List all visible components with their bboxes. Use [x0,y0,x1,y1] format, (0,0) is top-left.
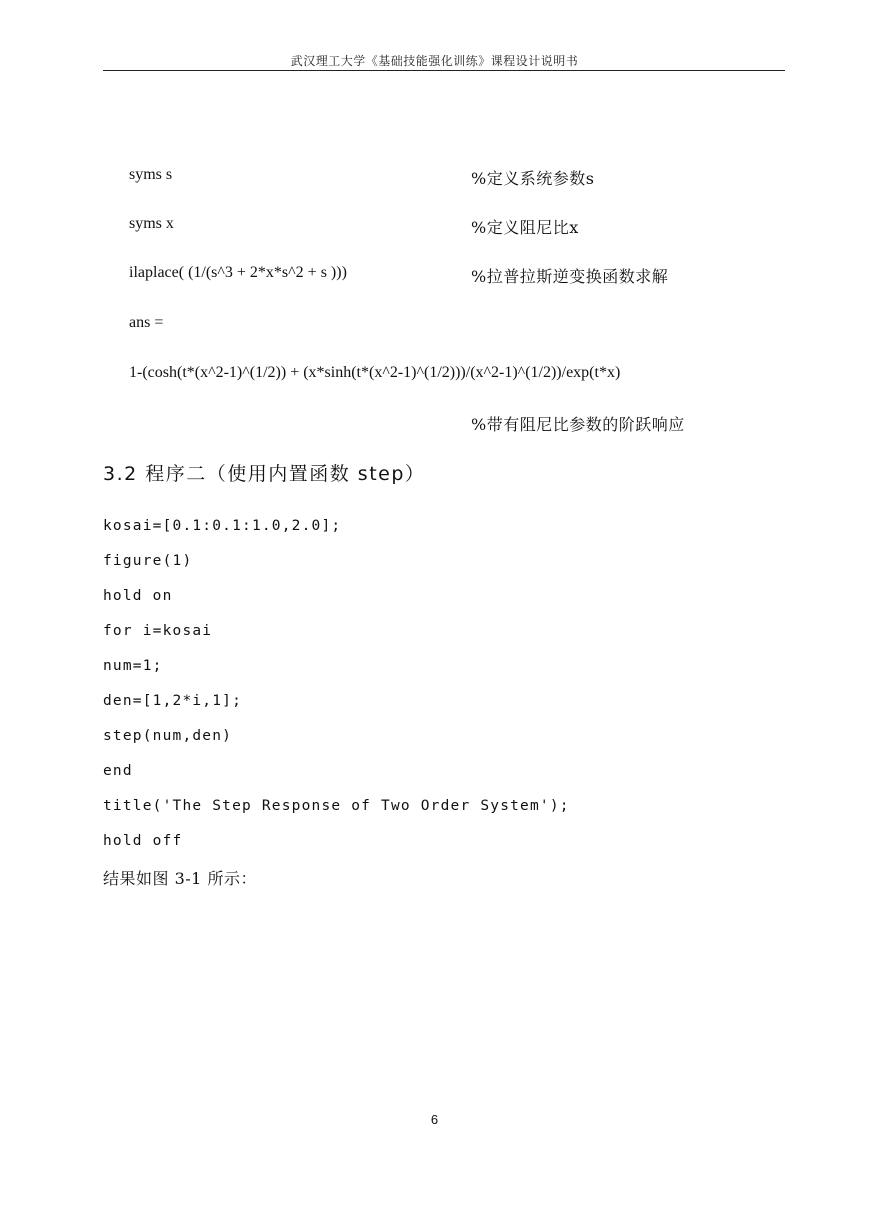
code-line: end [103,763,133,779]
comment-step-response: %带有阻尼比参数的阶跃响应 [471,415,685,434]
code-line: den=[1,2*i,1]; [103,693,243,709]
comment-syms-x: %定义阻尼比x [471,218,579,237]
section-heading: 3.2 程序二（使用内置函数 step） [103,463,426,485]
code-line-ilaplace: ilaplace( (1/(s^3 + 2*x*s^2 + s ))) [129,264,347,281]
page-number: 6 [430,1112,439,1127]
code-line: title('The Step Response of Two Order System'); [103,798,570,814]
code-line: num=1; [103,658,163,674]
header-divider [103,70,785,71]
code-line: hold off [103,833,183,849]
code-line-syms-s: syms s [129,166,173,183]
code-line-ans: ans = [129,314,164,331]
code-line: figure(1) [103,553,193,569]
page-header: 武汉理工大学《基础技能强化训练》课程设计说明书 [290,54,579,68]
code-line: step(num,den) [103,728,233,744]
code-line: for i=kosai [103,623,213,639]
code-line-syms-x: syms x [129,215,174,232]
result-caption-text: 结果如图 3-1 所示： [103,869,257,888]
comment-ilaplace: %拉普拉斯逆变换函数求解 [471,267,669,286]
code-line: hold on [103,588,173,604]
code-line: kosai=[0.1:0.1:1.0,2.0]; [103,518,342,534]
code-line-result-expression: 1-(cosh(t*(x^2-1)^(1/2)) + (x*sinh(t*(x^2-1)^(1/2)))/(x^2-1)^(1/2))/exp(t*x) [129,364,621,381]
comment-syms-s: %定义系统参数s [471,169,595,188]
